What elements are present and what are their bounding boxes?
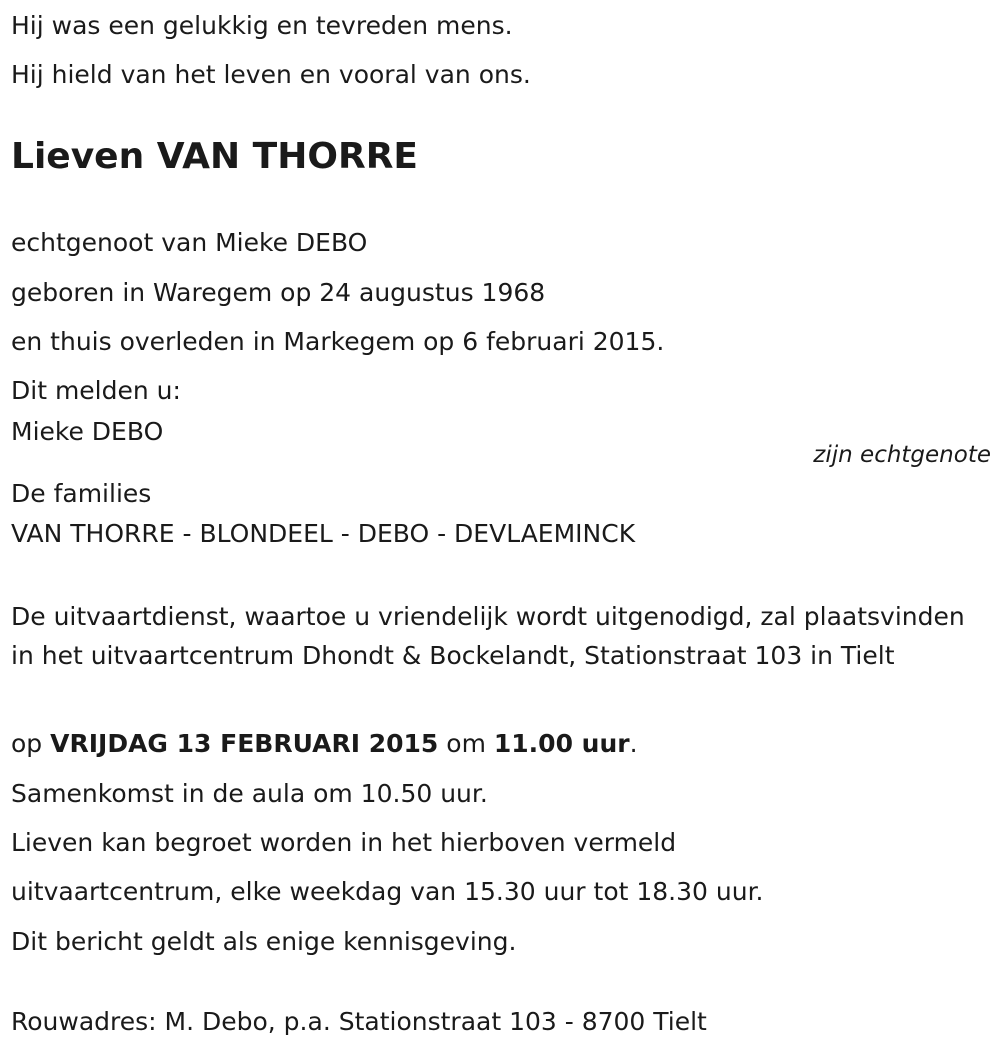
time-suffix: . xyxy=(629,729,638,758)
announcers-intro: Dit melden u: xyxy=(11,376,181,405)
born-line: geboren in Waregem op 24 augustus 1968 xyxy=(11,278,546,307)
service-time: 11.00 uur xyxy=(493,729,630,758)
families-label: De families xyxy=(11,479,152,508)
visitation-line-2: uitvaartcentrum, elke weekdag van 15.30 uur tot 18.30 uur. xyxy=(11,877,764,906)
spouse-line: echtgenoot van Mieke DEBO xyxy=(11,228,368,257)
service-date-line xyxy=(11,729,638,759)
gathering-line: Samenkomst in de aula om 10.50 uur. xyxy=(11,779,488,808)
deceased-name: Lieven VAN THORRE xyxy=(11,136,419,177)
service-description: De uitvaartdienst, waartoe u vriendelijk wordt uitgenodigd, zal plaatsvinden in het uitvaartcentrum Dhondt & Bockelandt, Stationstraat 103 in Tielt xyxy=(11,602,965,670)
visitation-line-1: Lieven kan begroet worden in het hierboven vermeld xyxy=(11,828,677,857)
date-prefix: op xyxy=(11,729,43,758)
service-date: VRIJDAG 13 FEBRUARI 2015 xyxy=(50,729,439,758)
mourning-address: Rouwadres: M. Debo, p.a. Stationstraat 103 - 8700 Tielt xyxy=(11,1007,707,1036)
intro-line-1: Hij was een gelukkig en tevreden mens. xyxy=(11,11,513,40)
intro-line-2: Hij hield van het leven en vooral van ons. xyxy=(11,60,531,89)
died-line: en thuis overleden in Markegem op 6 februari 2015. xyxy=(11,327,665,356)
announcer-spouse-name: Mieke DEBO xyxy=(11,417,164,446)
notice-line: Dit bericht geldt als enige kennisgeving. xyxy=(11,927,517,956)
time-prefix: om xyxy=(446,729,486,758)
announcer-spouse-relation: zijn echtgenote xyxy=(813,442,991,468)
families-names: VAN THORRE - BLONDEEL - DEBO - DEVLAEMINCK xyxy=(11,519,636,548)
